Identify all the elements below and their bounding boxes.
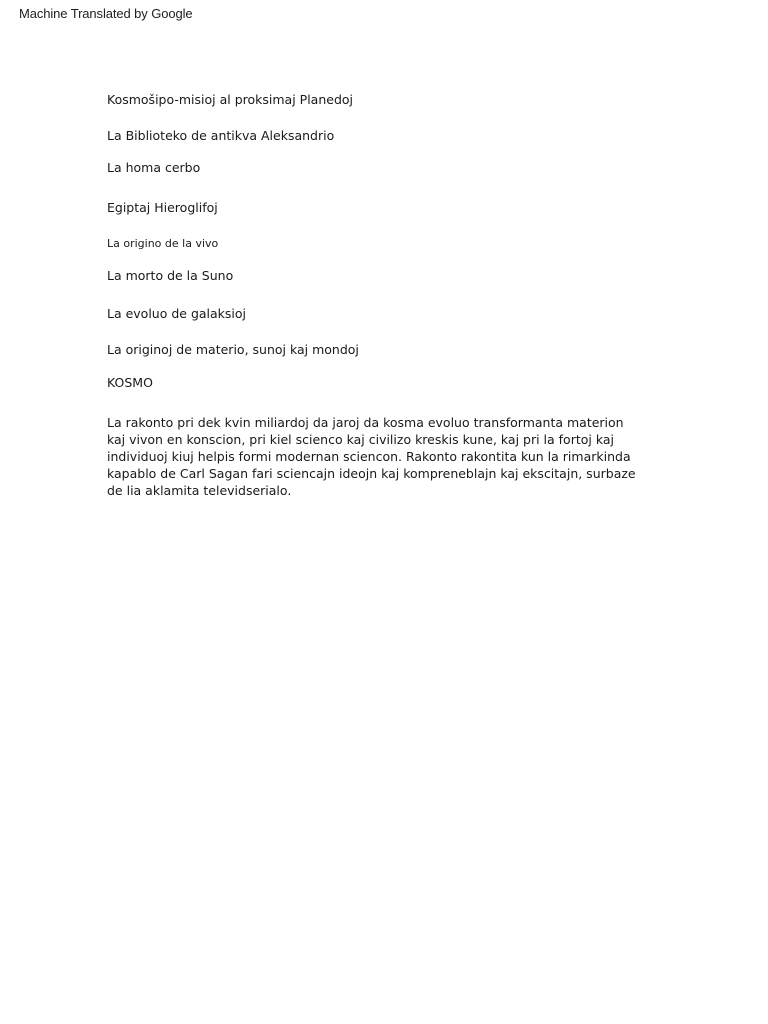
translation-banner: Machine Translated by Google [19, 6, 193, 21]
item-space-missions: Kosmošipo-misioj al proksimaj Planedoj [107, 92, 353, 107]
item-human-brain: La homa cerbo [107, 160, 201, 175]
description-paragraph: La rakonto pri dek kvin miliardoj da jaroj da kosma evoluo transformanta materion kaj vivon en konscion, pri kiel scienco kaj civilizo kreskis kune, kaj pri la fortoj kaj individuoj kiuj helpis formi modernan sciencon. Rakonto rakontita kun la rimarkinda kapablo de Carl Sagan fari sciencajn ideojn kaj kompreneblajn kaj ekscitajn, surbaze de lia aklamita televidserialo. [107, 415, 636, 498]
item-kosmo: KOSMO [107, 375, 153, 390]
item-egyptian-hieroglyphs: Egiptaj Hieroglifoj [107, 200, 218, 215]
item-death-of-sun: La morto de la Suno [107, 268, 234, 283]
item-origin-of-life: La origino de la vivo [107, 237, 219, 250]
item-galaxy-evolution: La evoluo de galaksioj [107, 306, 247, 321]
item-origins-of-matter: La originoj de materio, sunoj kaj mondoj [107, 342, 359, 357]
item-library-alexandria: La Biblioteko de antikva Aleksandrio [107, 128, 335, 143]
